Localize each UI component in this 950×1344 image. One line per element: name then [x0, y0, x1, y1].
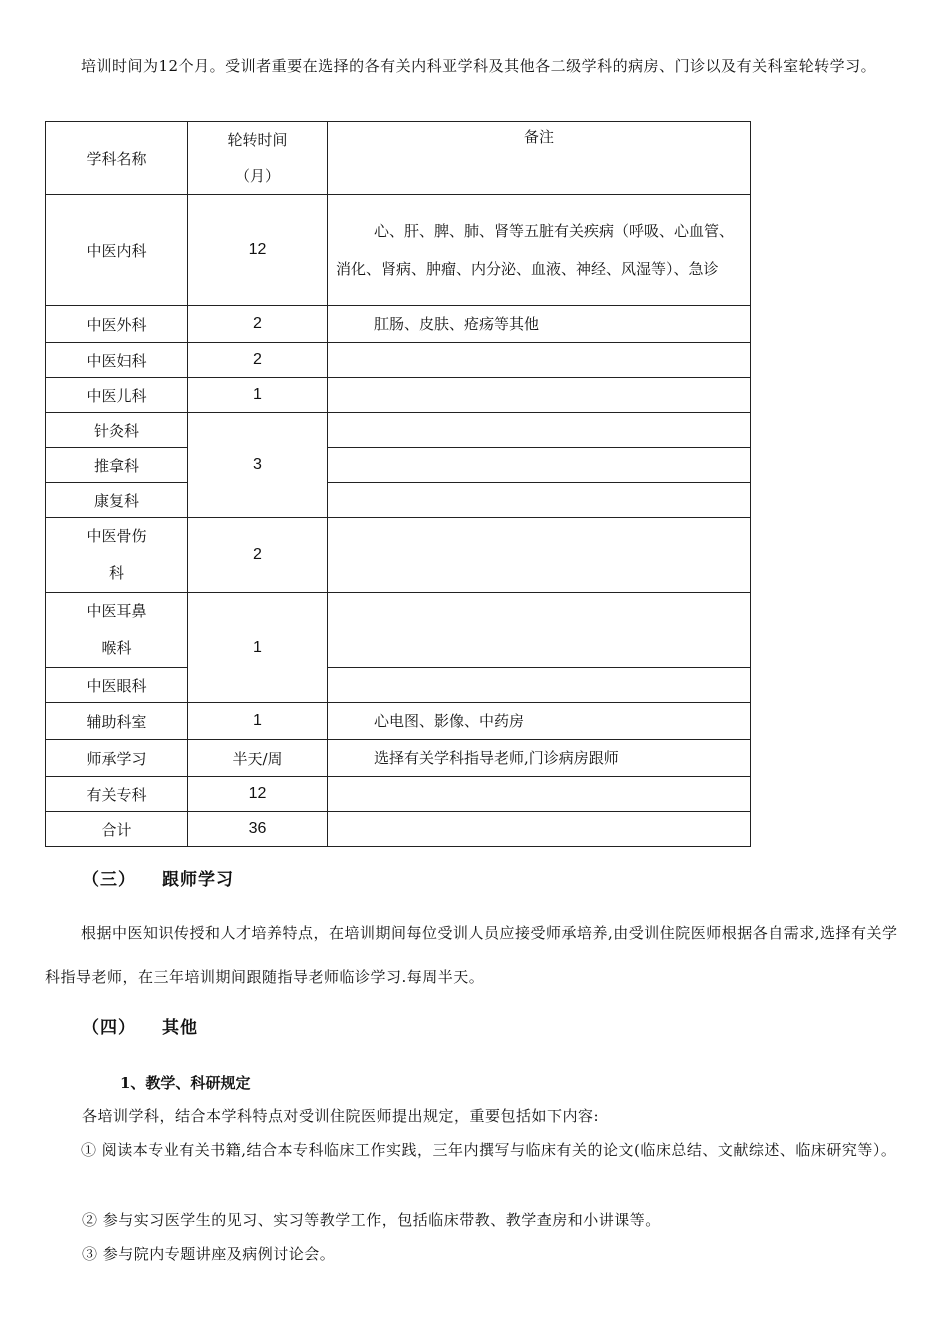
row-subject: 推拿科: [46, 448, 188, 483]
row-note: [328, 413, 751, 448]
row-note: 心电图、影像、中药房: [328, 703, 751, 740]
header-time: [188, 122, 328, 195]
row-subject: 中医儿科: [46, 378, 188, 413]
row-time: 2: [188, 343, 328, 378]
subsection-intro: 各培训学科，结合本学科特点对受训住院医师提出规定，重要包括如下内容:: [82, 1107, 600, 1125]
row-time: 2: [188, 306, 328, 343]
section-4-title: 其他: [162, 1018, 198, 1038]
section-4-heading: [82, 1013, 198, 1038]
row-time: 3: [188, 413, 328, 518]
row-subject: [46, 593, 188, 668]
row-subject-line1: 中医耳鼻: [86, 602, 147, 620]
list-item: ① 阅读本专业有关书籍,结合本专科临床工作实践，三年内撰写与临床有关的论文(临床总结、文献综述、临床研究等）。: [81, 1141, 897, 1159]
row-time: 1: [188, 703, 328, 740]
section-4-number: （四）: [82, 1018, 136, 1038]
row-subject: 中医妇科: [46, 343, 188, 378]
table-row: [46, 378, 751, 413]
row-subject: 中医内科: [46, 195, 188, 306]
row-note: 选择有关学科指导老师,门诊病房跟师: [328, 740, 751, 777]
row-subject: 师承学习: [46, 740, 188, 777]
table-row: [46, 740, 751, 777]
table-row: [46, 483, 751, 518]
total-note: [328, 812, 751, 847]
table-header-row: [46, 122, 751, 195]
header-subject: 学科名称: [46, 122, 188, 195]
row-note: 肛肠、皮肤、疮疡等其他: [328, 306, 751, 343]
header-time-line1: 轮转时间: [227, 131, 288, 149]
table-row: [46, 593, 751, 668]
total-value: 36: [188, 812, 328, 847]
row-subject: 针灸科: [46, 413, 188, 448]
row-subject: 辅助科室: [46, 703, 188, 740]
list-item: ② 参与实习医学生的见习、实习等教学工作，包括临床带教、教学查房和小讲课等。: [82, 1211, 661, 1229]
table-row: [46, 195, 751, 306]
row-subject: 中医外科: [46, 306, 188, 343]
row-subject-line2: 喉科: [101, 639, 132, 657]
section-3-heading: [82, 865, 234, 890]
subsection-title: 1、教学、科研规定: [120, 1074, 251, 1092]
row-note: [328, 668, 751, 703]
header-note: 备注: [328, 122, 751, 195]
row-time: 2: [188, 518, 328, 593]
row-subject: 中医眼科: [46, 668, 188, 703]
row-note: [328, 777, 751, 812]
section-3-body: 根据中医知识传授和人才培养特点，在培训期间每位受训人员应接受师承培养,由受训住院医师根据各自需求,选择有关学科指导老师，在三年培训期间跟随指导老师临诊学习.每周半天。: [45, 924, 898, 986]
row-note: [328, 593, 751, 668]
row-time: 1: [188, 378, 328, 413]
row-time: 半天/周: [188, 740, 328, 777]
row-note: 心、肝、脾、肺、肾等五脏有关疾病（呼吸、心血管、消化、肾病、肿瘤、内分泌、血液、神经、风湿等）、急诊: [328, 195, 751, 306]
table-row: [46, 343, 751, 378]
row-time: 12: [188, 195, 328, 306]
table-row: [46, 777, 751, 812]
rotation-table: [45, 121, 751, 847]
row-subject-line1: 中医骨伤: [86, 527, 147, 545]
section-3-number: （三）: [82, 870, 136, 890]
row-subject-line2: 科: [108, 564, 124, 582]
table-row: [46, 668, 751, 703]
row-time: 12: [188, 777, 328, 812]
table-row: [46, 413, 751, 448]
list-item: ③ 参与院内专题讲座及病例讨论会。: [82, 1245, 336, 1263]
row-subject: 康复科: [46, 483, 188, 518]
total-label: 合计: [46, 812, 188, 847]
row-subject: 有关专科: [46, 777, 188, 812]
row-note: [328, 518, 751, 593]
table-total-row: [46, 812, 751, 847]
table-row: [46, 703, 751, 740]
row-note: [328, 378, 751, 413]
table-row: [46, 306, 751, 343]
section-3-title: 跟师学习: [162, 870, 234, 890]
table-row: [46, 448, 751, 483]
table-row: [46, 518, 751, 593]
header-time-line2: （月）: [234, 167, 280, 185]
row-subject: [46, 518, 188, 593]
row-note: [328, 448, 751, 483]
row-time: 1: [188, 593, 328, 703]
row-note: [328, 483, 751, 518]
intro-paragraph: 培训时间为12个月。受训者重要在选择的各有关内科亚学科及其他各二级学科的病房、门诊以及有关科室轮转学习。: [81, 57, 877, 75]
row-note: [328, 343, 751, 378]
